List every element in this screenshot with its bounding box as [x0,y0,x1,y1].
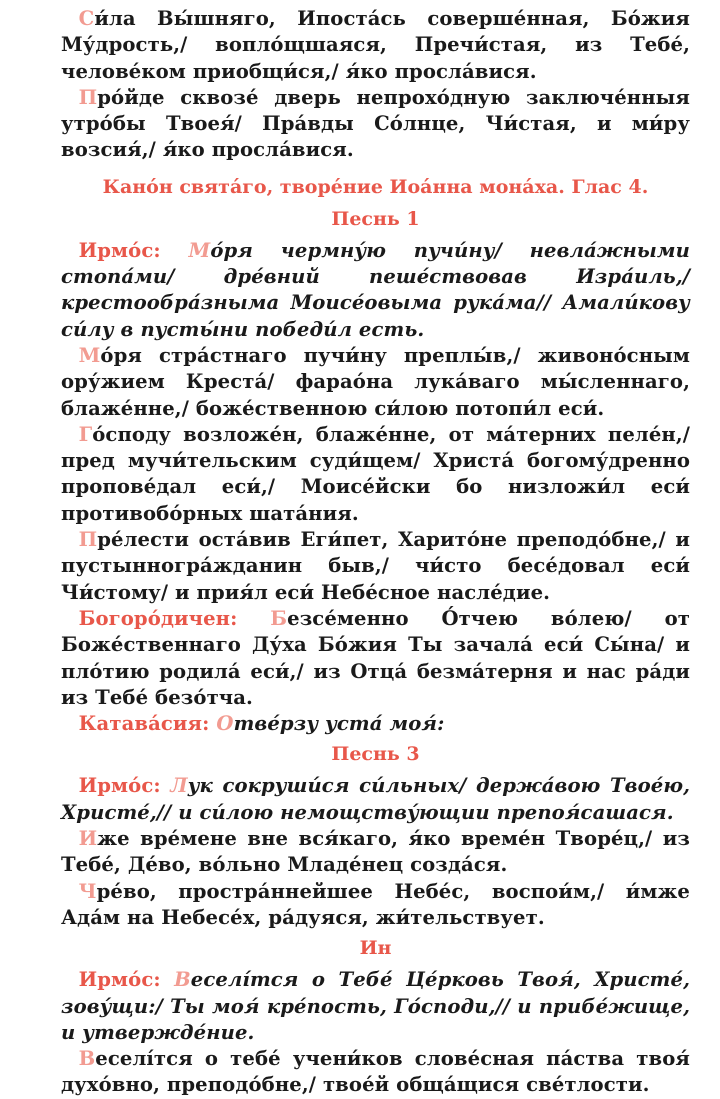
section-heading: Ин [359,937,392,960]
troparion [61,343,690,422]
troparion [61,422,690,527]
troparion [61,6,690,85]
troparion-text: и́ла Вы́шняго, Ипоста́сь соверше́нная, Бо́жия Му́дрость,/ вопло́щшаяся, Пречи́стая, из Тебе́, челове́ком приобщи́ся,/ я́ко просла́вися. [61,7,690,83]
troparion-text: ре́лести оста́вив Еги́пет, Харито́не преподо́бне,/ и пустынногра́жданин быв,/ чи́сто бесе́довал еси́ Чи́стому/ и прия́л еси́ Небе́сное насле́дие. [61,528,690,604]
irmos [61,238,690,343]
drop-initial: П [78,528,98,552]
drop-initial: С [78,7,95,30]
troparion-text: еселі́тся о тебе́ учени́ков слове́сная па́ства твоя́ духо́вно, преподо́бне,/ твое́й обща́щися све́тлости. [61,1047,690,1097]
drop-initial: М [188,238,211,262]
drop-initial: Г [78,422,93,446]
drop-initial: В [174,968,191,992]
drop-initial: П [78,85,98,109]
irmos-text: еселі́тся о Тебе́ Це́рковь Твоя́, Христе́, зову́щи:/ Ты моя́ кре́пость, Го́споди,// и прибе́жище, и утвержде́ние. [61,968,690,1044]
canon-title: Кано́н свята́го, творе́ние Иоа́нна мона́ха. Глас 4. [102,175,649,198]
ode-heading: Песнь 3 [331,743,420,766]
drop-initial: О [216,712,234,736]
irmos [61,967,690,1046]
katavasia [61,711,690,737]
troparion-text: о́ря стра́стнаго пучи́ну преплы́в,/ живоно́сным ору́жием Креста́/ фарао́на лука́ваго мы́сленнаго, блаже́нне,/ боже́ственною си́лою потопи́л еси́. [61,343,690,420]
ode-heading: Песнь 1 [331,207,420,230]
drop-initial: В [78,1047,96,1071]
troparion-text: о́споду возложе́н, блаже́нне, от ма́терних пеле́н,/ пред мучи́тельским суди́щем/ Христа́ богому́дренно пропове́дал еси́,/ Моисе́йски бо низложи́л еси́ противобо́рных шата́ния. [61,422,690,525]
drop-initial: И [78,827,98,851]
troparion [61,879,690,932]
katavasia-label: Катава́сия: [78,712,217,736]
troparion-text: же вре́мене вне вся́каго, я́ко време́н Творе́ц,/ из Тебе́, Де́во, во́льно Младе́нец созда́ся. [61,827,690,877]
drop-initial: Л [170,774,188,798]
theotokion [61,606,690,711]
troparion [61,1046,690,1099]
irmos-label: Ирмо́с: [78,774,171,798]
irmos [61,773,690,826]
theotokion-label: Богоро́дичен: [78,606,271,630]
troparion-text: ре́во, простра́ннейшее Небе́с, воспои́м,/ и́мже Ада́м на Небесе́х, ра́дуяся, жи́тельствует. [61,879,690,929]
troparion [61,527,690,606]
troparion [61,826,690,879]
troparion [61,85,690,164]
theotokion-text: езсе́менно О́тчею во́лею/ от Боже́ственнаго Ду́ха Бо́жия Ты зачала́ еси́ Сы́на/ и пло́тию родила́ еси́,/ из Отца́ безма́терня и нас ра́ди из Тебе́ безо́тча. [61,606,690,709]
irmos-text: ук сокруши́ся си́льных/ держа́вою Твое́ю, Христе́,// и си́лою немощству́ющии препоя́сашася. [61,774,690,824]
drop-initial: М [78,343,101,367]
drop-initial: Б [270,606,288,630]
irmos-label: Ирмо́с: [78,238,189,262]
irmos-text: о́ря чермну́ю пучи́ну/ невла́жными стопа́ми/ дре́вний пеше́ствовав Изра́иль,/ крестообра́зныма Моисе́овыма рука́ма// Амали́кову си́лу в пусты́ни победи́л есть. [61,238,690,341]
troparion-text: ро́йде сквозе́ дверь непрохо́дную заключе́нныя утро́бы Твоея́/ Пра́вды Со́лнце, Чи́стая, и ми́ру возсия́,/ я́ко просла́вися. [61,85,690,162]
katavasia-text: тве́рзу уста́ моя́: [233,712,445,736]
drop-initial: Ч [78,879,97,903]
irmos-label: Ирмо́с: [78,968,175,992]
